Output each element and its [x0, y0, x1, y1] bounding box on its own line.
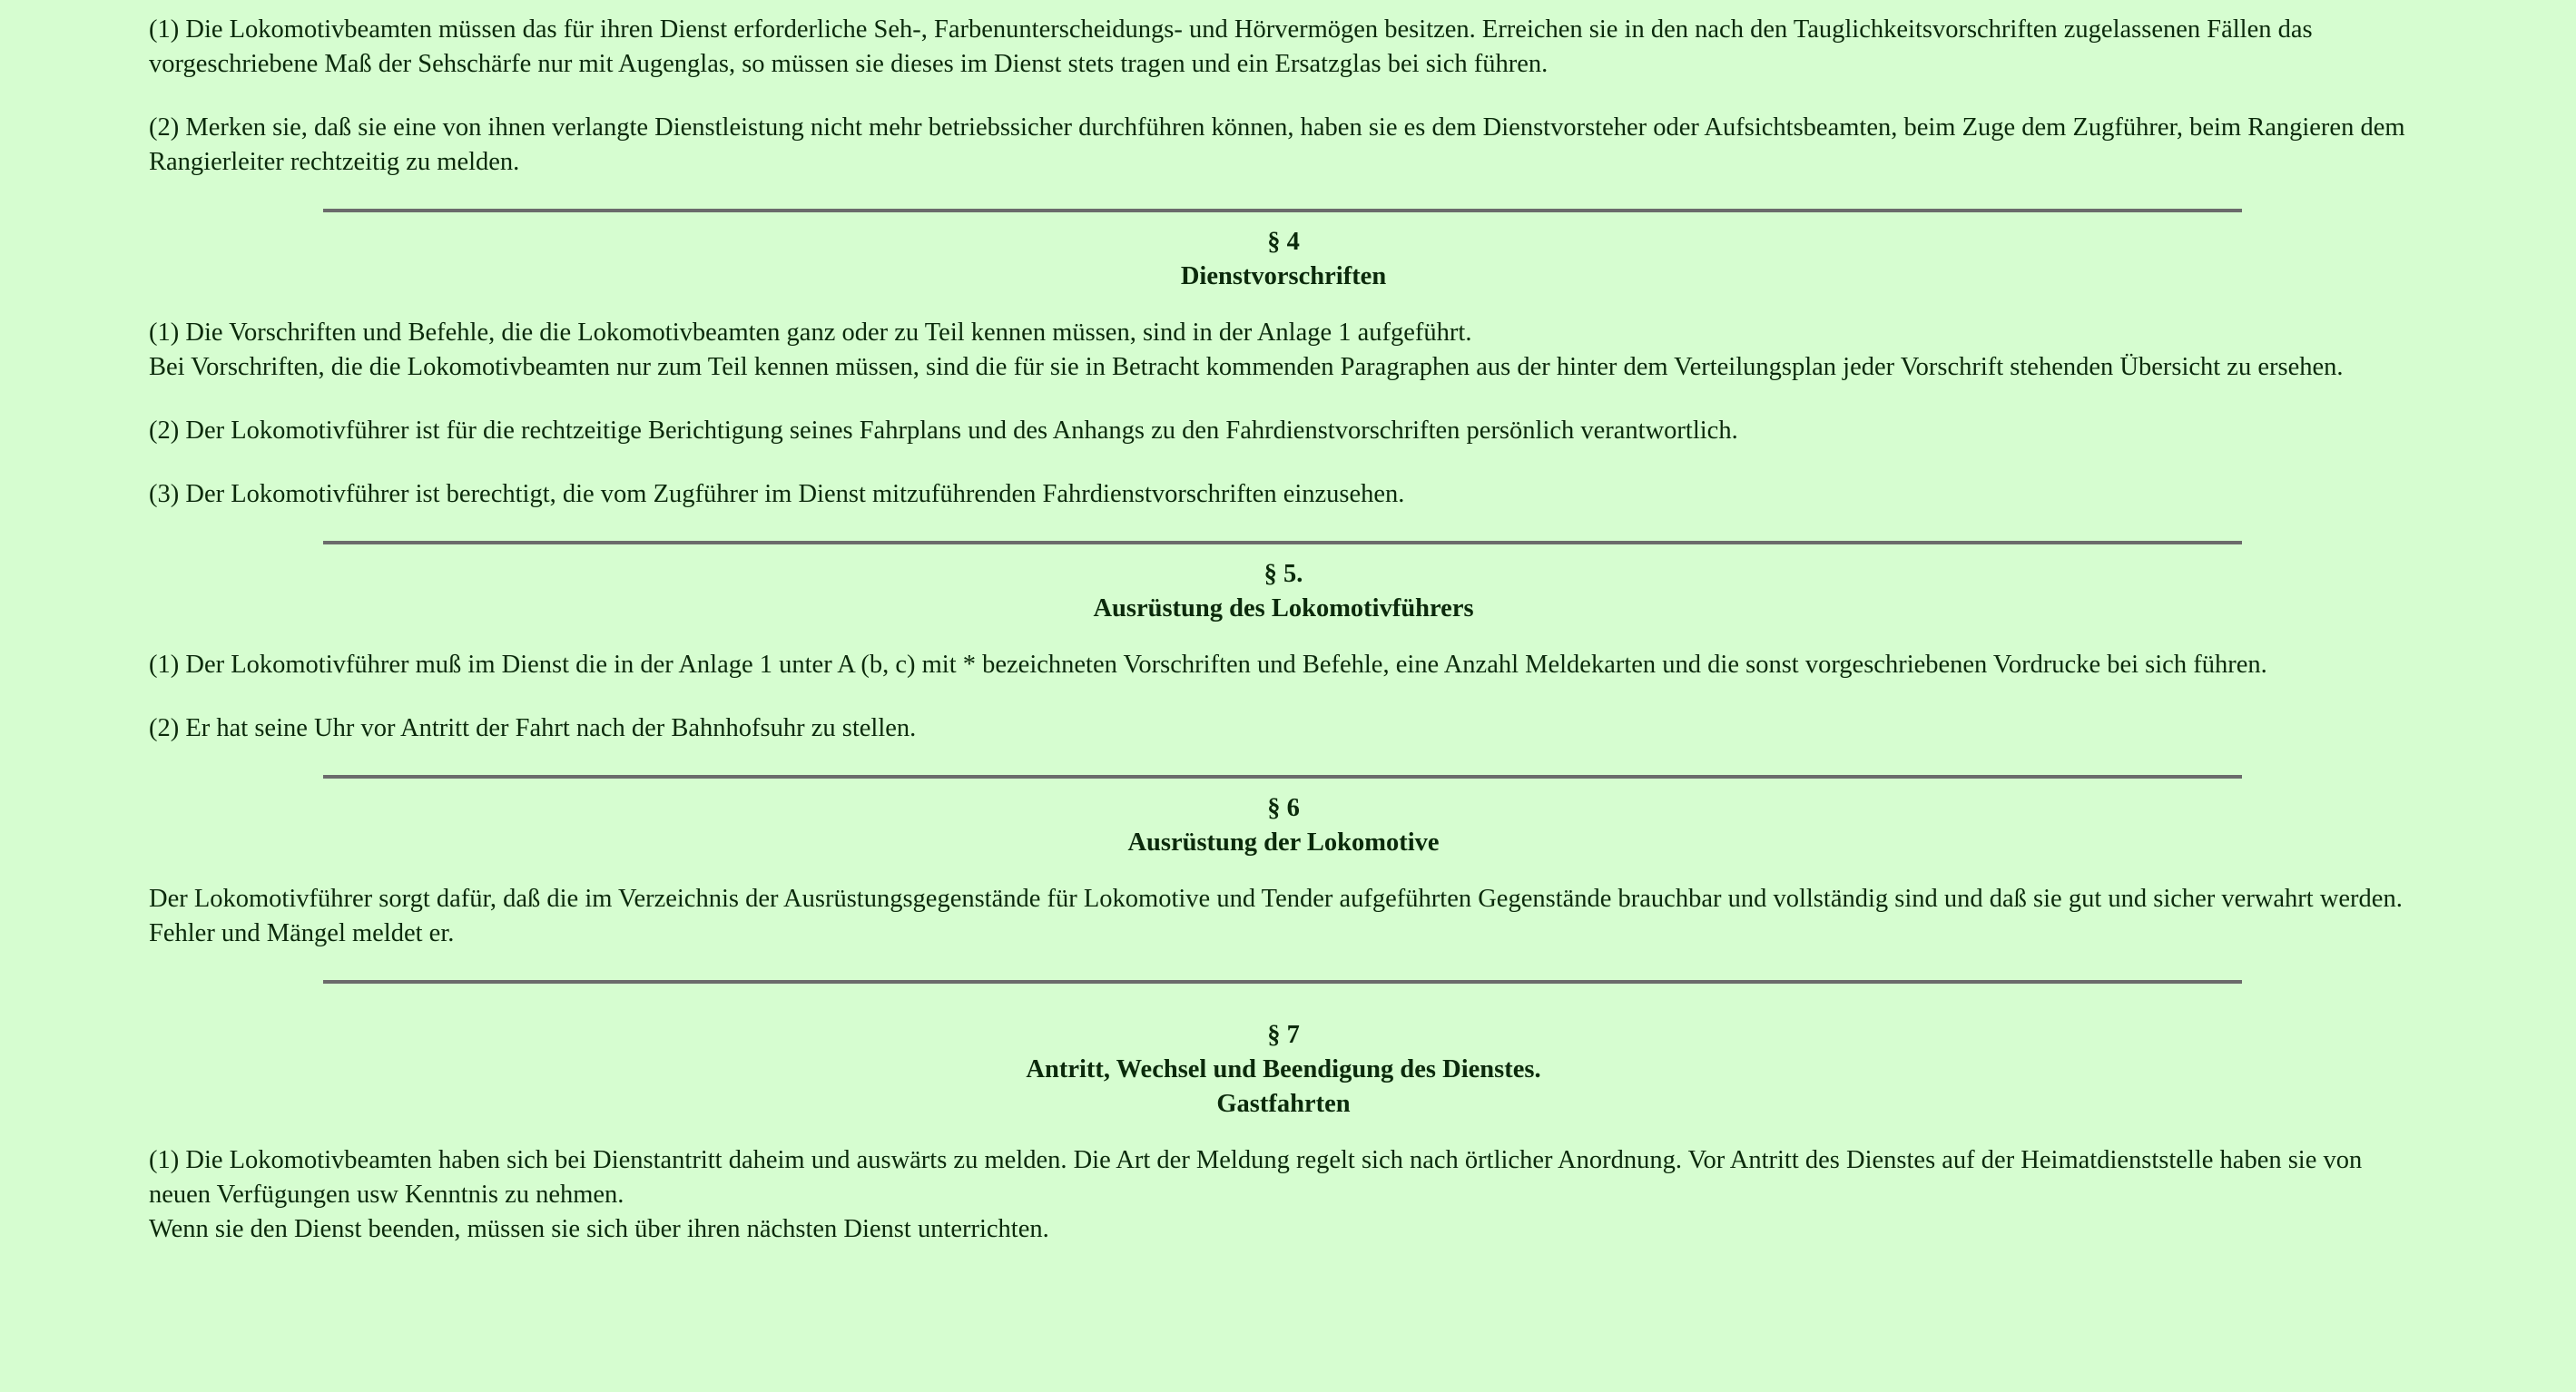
section-divider	[323, 541, 2242, 544]
section-7-number: § 7	[1267, 1021, 1300, 1049]
section-4-paragraph-1-line-b: Bei Vorschriften, die die Lokomotivbeamten nur zum Teil kennen müssen, sind die für sie in Betracht kommenden Paragraphen aus der hinter dem Verteilungsplan jeder Vorschrift stehenden Übersicht zu ersehen.	[149, 353, 2344, 381]
section-7-paragraph-1-line-b: Wenn sie den Dienst beenden, müssen sie sich über ihren nächsten Dienst unterrichten.	[149, 1215, 1049, 1243]
section-7-heading	[149, 1018, 2418, 1122]
section-7-paragraph-1	[149, 1143, 2418, 1247]
section-7-paragraph-1-line-a: (1) Die Lokomotivbeamten haben sich bei Dienstantritt daheim und auswärts zu melden. Die Art der Meldung regelt sich nach örtlicher Anordnung. Vor Antritt des Dienstes auf der Heimatdienststelle haben sie von neuen Verfügungen usw Kenntnis zu nehmen.	[149, 1146, 2363, 1209]
section-4-heading	[149, 225, 2418, 294]
section-7-title-line-2: Gastfahrten	[1216, 1090, 1351, 1118]
intro-paragraph-2: (2) Merken sie, daß sie eine von ihnen verlangte Dienstleistung nicht mehr betriebssicher durchführen können, haben sie es dem Dienstvorsteher oder Aufsichtsbeamten, beim Zuge dem Zugführer, beim Rangieren dem Rangierleiter rechtzeitig zu melden.	[149, 113, 2405, 176]
section-5-paragraph-1: (1) Der Lokomotivführer muß im Dienst die in der Anlage 1 unter A (b, c) mit * bezeichneten Vorschriften und Befehle, eine Anzahl Meldekarten und die sonst vorgeschriebenen Vordrucke bei sich führen.	[149, 651, 2267, 679]
section-5-paragraph-2: (2) Er hat seine Uhr vor Antritt der Fahrt nach der Bahnhofsuhr zu stellen.	[149, 714, 917, 742]
document-content	[149, 13, 2418, 1276]
section-6-number: § 6	[1267, 794, 1300, 822]
intro-paragraph-1: (1) Die Lokomotivbeamten müssen das für ihren Dienst erforderliche Seh-, Farbenunterscheidungs- und Hörvermögen besitzen. Erreichen sie in den nach den Tauglichkeitsvorschriften zugelassenen Fällen das vorgeschriebene Maß der Sehschärfe nur mit Augenglas, so müssen sie dieses im Dienst stets tragen und ein Ersatzglas bei sich führen.	[149, 15, 2313, 78]
section-4-paragraph-1-line-a: (1) Die Vorschriften und Befehle, die die Lokomotivbeamten ganz oder zu Teil kennen müssen, sind in der Anlage 1 aufgeführt.	[149, 319, 1472, 347]
section-7-title-line-1: Antritt, Wechsel und Beendigung des Dienstes.	[1026, 1055, 1541, 1083]
section-6-paragraph-1: Der Lokomotivführer sorgt dafür, daß die im Verzeichnis der Ausrüstungsgegenstände für Lokomotive und Tender aufgeführten Gegenstände brauchbar und vollständig sind und daß sie gut und sicher verwahrt werden. Fehler und Mängel meldet er.	[149, 885, 2403, 947]
section-divider	[323, 775, 2242, 779]
section-5-title: Ausrüstung des Lokomotivführers	[1093, 594, 1474, 622]
section-4-paragraph-3: (3) Der Lokomotivführer ist berechtigt, die vom Zugführer im Dienst mitzuführenden Fahrdienstvorschriften einzusehen.	[149, 480, 1405, 508]
section-6-heading	[149, 791, 2418, 860]
section-5-heading	[149, 557, 2418, 626]
section-4-title: Dienstvorschriften	[1180, 262, 1387, 290]
section-divider	[323, 980, 2242, 984]
section-4-paragraph-1	[149, 316, 2418, 385]
section-divider	[323, 209, 2242, 212]
section-4-number: § 4	[1267, 228, 1300, 256]
section-4-paragraph-2: (2) Der Lokomotivführer ist für die rechtzeitige Berichtigung seines Fahrplans und des Anhangs zu den Fahrdienstvorschriften persönlich verantwortlich.	[149, 417, 1738, 445]
section-6-title: Ausrüstung der Lokomotive	[1127, 828, 1440, 857]
section-5-number: § 5.	[1263, 560, 1303, 588]
